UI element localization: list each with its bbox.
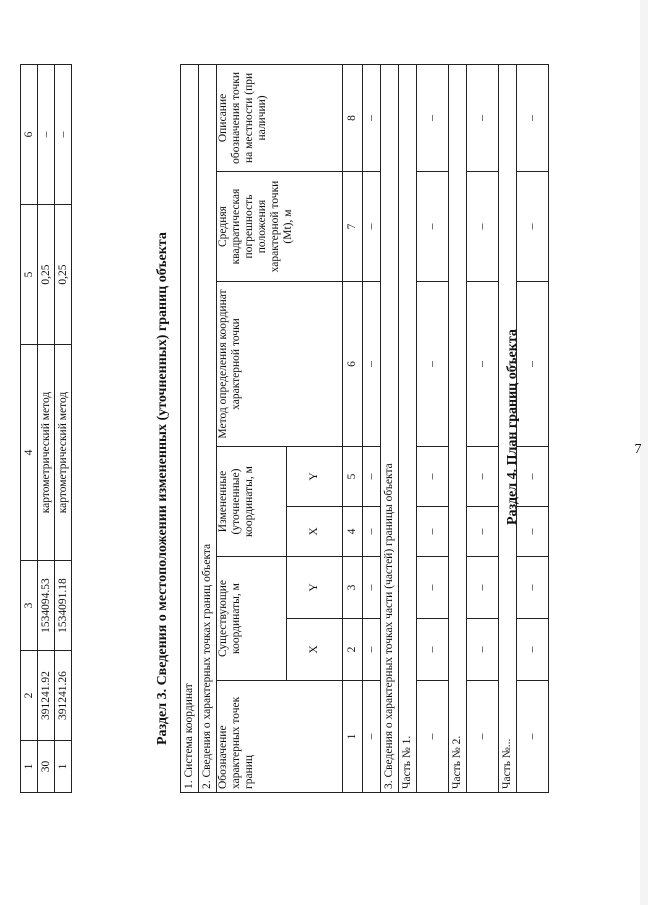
table-row [517, 64, 549, 792]
table-cell: – [55, 65, 72, 205]
column-number: 2 [343, 619, 363, 681]
part-n-row: Часть №... [499, 64, 517, 792]
section-3-title: Раздел 3. Сведения о местоположении измененных (уточненных) границ объекта [155, 232, 170, 745]
column-number: 7 [343, 172, 363, 282]
table-cell: – [363, 507, 381, 557]
table-row [363, 64, 381, 792]
table-cell: – [467, 557, 499, 619]
table-cell: 0,25 [55, 205, 72, 345]
x-header: X [287, 507, 343, 557]
table-cell: картометрический метод [38, 345, 55, 561]
table-cell: – [517, 557, 549, 619]
table-row [467, 64, 499, 792]
header-cell: 2 [21, 651, 38, 741]
table-cell: – [38, 65, 55, 205]
table-cell: 1 [55, 741, 72, 793]
table-row [38, 65, 55, 793]
col-mse-header: Средняя квадратическая погрешность положения характерной точки (Mt), м [217, 172, 343, 282]
column-number: 6 [343, 282, 363, 447]
table-cell: 1534091.18 [55, 561, 72, 651]
coordinate-system-row: 1. Система координат [181, 64, 199, 792]
table-cell: – [467, 64, 499, 171]
table-cell: – [517, 172, 549, 282]
part-2-row: Часть № 2. [449, 64, 467, 792]
table-cell: – [417, 507, 449, 557]
points-heading-row: 2. Сведения о характерных точках границ объекта [199, 64, 217, 792]
table-cell: 30 [38, 741, 55, 793]
col-changed-header: Измененные (уточненные) координаты, м [217, 447, 287, 557]
header-cell: 4 [21, 345, 38, 561]
table-cell: – [517, 619, 549, 681]
table-cell: – [467, 282, 499, 447]
table-cell: 391241.26 [55, 651, 72, 741]
column-number: 5 [343, 447, 363, 507]
col-designation-header: Обозначение характерных точек границ [217, 681, 343, 793]
table-cell: 391241.92 [38, 651, 55, 741]
table-cell: – [417, 282, 449, 447]
page-number: 7 [634, 442, 642, 457]
table-cell: – [363, 172, 381, 282]
table-cell: – [417, 64, 449, 171]
col-method-header: Метод определения координат характерной точки [217, 282, 343, 447]
column-number: 1 [343, 681, 363, 793]
table-cell: – [417, 447, 449, 507]
table-cell: – [467, 447, 499, 507]
column-number: 3 [343, 557, 363, 619]
table-cell: – [467, 619, 499, 681]
table-cell: – [417, 619, 449, 681]
table-cell: – [363, 282, 381, 447]
table-cell: 1534094.53 [38, 561, 55, 651]
table-cell: картометрический метод [55, 345, 72, 561]
table-cell: – [517, 681, 549, 793]
col-description-header: Описание обозначения точки на местности (при наличии) [217, 64, 343, 171]
col-existing-header: Существующие координаты, м [217, 557, 287, 681]
section-4-title: Раздел 4. План границ объекта [505, 329, 520, 525]
table-cell: – [363, 64, 381, 171]
table-cell: – [517, 507, 549, 557]
header-cell: 3 [21, 561, 38, 651]
table-cell: – [517, 64, 549, 171]
table-row [417, 64, 449, 792]
header-cell: 1 [21, 741, 38, 793]
table-cell: – [363, 681, 381, 793]
table-header-row [21, 65, 38, 793]
table-cell: – [467, 507, 499, 557]
x-header: X [287, 619, 343, 681]
y-header: Y [287, 557, 343, 619]
table-row [55, 65, 72, 793]
table-cell: – [517, 282, 549, 447]
parts-heading-row: 3. Сведения о характерных точках части (частей) границы объекта [381, 64, 399, 792]
header-cell: 5 [21, 205, 38, 345]
previous-table [20, 64, 72, 793]
table-cell: 0,25 [38, 205, 55, 345]
table-cell: – [363, 447, 381, 507]
column-number: 8 [343, 64, 363, 171]
table-cell: – [467, 681, 499, 793]
table-cell: – [467, 172, 499, 282]
header-cell: 6 [21, 65, 38, 205]
part-1-row: Часть № 1. [399, 64, 417, 792]
column-number: 4 [343, 507, 363, 557]
table-cell: – [417, 172, 449, 282]
column-number-row [343, 64, 363, 792]
table-cell: – [363, 619, 381, 681]
table-cell: – [417, 681, 449, 793]
section-3-table [180, 64, 549, 793]
table-cell: – [363, 557, 381, 619]
table-cell: – [417, 557, 449, 619]
table-cell: – [517, 447, 549, 507]
y-header: Y [287, 447, 343, 507]
